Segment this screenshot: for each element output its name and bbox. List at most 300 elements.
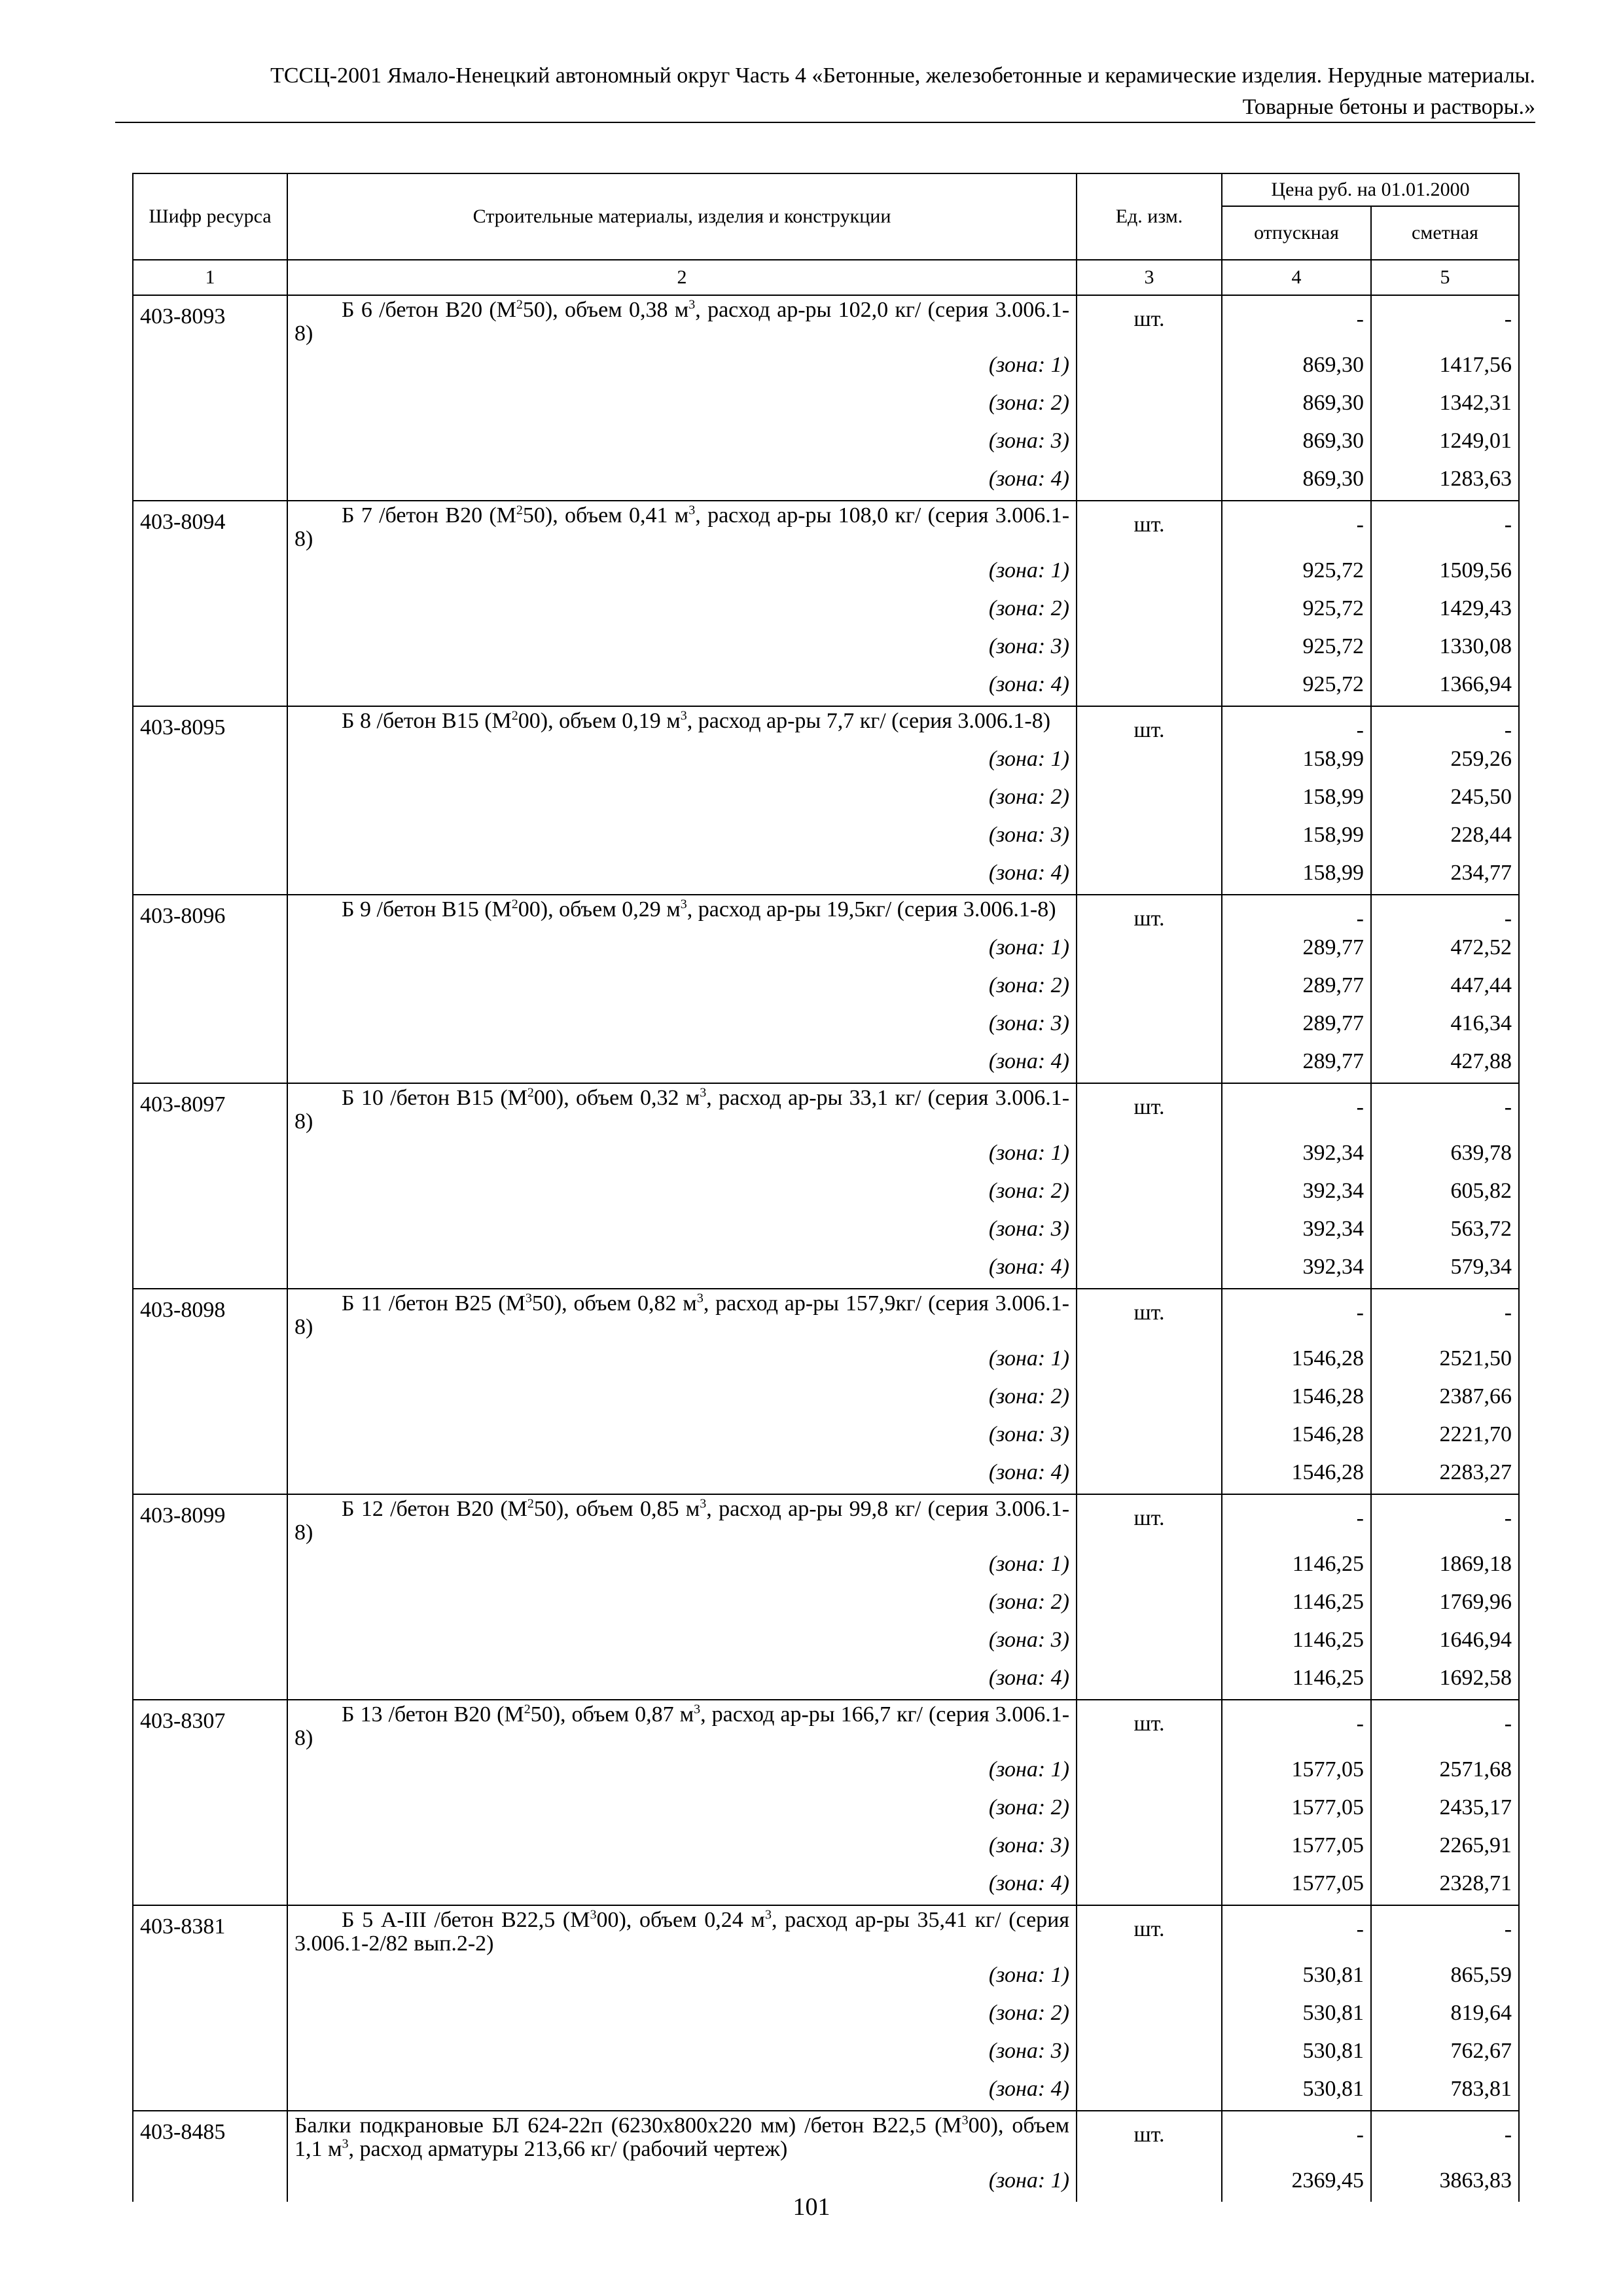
table-row — [133, 1494, 1519, 1547]
zone-row — [133, 931, 1519, 969]
zone-row — [133, 1791, 1519, 1829]
table-row — [133, 895, 1519, 931]
zone-unit-empty — [1077, 969, 1222, 1007]
zone-label: (зона: 1) — [287, 742, 1077, 780]
zone-release-price: 289,77 — [1222, 969, 1371, 1007]
zone-label: (зона: 4) — [287, 1045, 1077, 1083]
table-row — [133, 295, 1519, 348]
zone-row — [133, 818, 1519, 856]
desc-superscript: 2 — [527, 1496, 534, 1511]
unit-cell: шт. — [1077, 895, 1222, 931]
zone-release-price: 289,77 — [1222, 1007, 1371, 1045]
zone-row — [133, 1753, 1519, 1791]
zone-row — [133, 1212, 1519, 1250]
resource-code: 403-8095 — [133, 706, 287, 895]
desc-text: 50), объем 0,38 м — [522, 298, 689, 322]
zone-estimate-price: 1869,18 — [1371, 1547, 1519, 1585]
zone-estimate-price: 2283,27 — [1371, 1456, 1519, 1494]
unit-cell: шт. — [1077, 706, 1222, 742]
zone-unit-empty — [1077, 856, 1222, 895]
zone-row — [133, 386, 1519, 424]
unit-cell: шт. — [1077, 1494, 1222, 1547]
zone-row — [133, 1456, 1519, 1494]
item-description — [287, 1905, 1077, 1958]
zone-release-price: 869,30 — [1222, 424, 1371, 462]
desc-superscript: 2 — [511, 708, 518, 723]
desc-text: Б 8 /бетон В15 (М — [342, 709, 512, 733]
zone-unit-empty — [1077, 931, 1222, 969]
zone-label: (зона: 4) — [287, 1661, 1077, 1700]
zone-estimate-price: 2387,66 — [1371, 1380, 1519, 1418]
zone-estimate-price: 3863,83 — [1371, 2164, 1519, 2202]
zone-unit-empty — [1077, 1136, 1222, 1174]
zone-label: (зона: 1) — [287, 1753, 1077, 1791]
desc-superscript: 3 — [525, 1291, 532, 1306]
col-header-code: Шифр ресурса — [133, 173, 287, 260]
zone-release-price: 925,72 — [1222, 554, 1371, 592]
item-description — [287, 1700, 1077, 1753]
zone-unit-empty — [1077, 1418, 1222, 1456]
zone-estimate-price: 1366,94 — [1371, 668, 1519, 706]
zone-unit-empty — [1077, 1996, 1222, 2034]
zone-release-price: 530,81 — [1222, 2034, 1371, 2072]
zone-release-price: 1577,05 — [1222, 1829, 1371, 1867]
desc-superscript: 3 — [680, 708, 687, 723]
zone-estimate-price: 563,72 — [1371, 1212, 1519, 1250]
col-number-2: 2 — [287, 260, 1077, 295]
zone-unit-empty — [1077, 2034, 1222, 2072]
resource-code: 403-8094 — [133, 501, 287, 706]
zone-label: (зона: 2) — [287, 1585, 1077, 1623]
zone-release-price: 392,34 — [1222, 1250, 1371, 1289]
zone-row — [133, 1045, 1519, 1083]
zone-unit-empty — [1077, 1007, 1222, 1045]
zone-row — [133, 348, 1519, 386]
zone-release-price: 530,81 — [1222, 1996, 1371, 2034]
zone-unit-empty — [1077, 1547, 1222, 1585]
col-header-release: отпускная — [1222, 206, 1371, 260]
zone-row — [133, 969, 1519, 1007]
desc-superscript: 3 — [342, 2136, 349, 2151]
zone-row — [133, 1250, 1519, 1289]
zone-estimate-price: 416,34 — [1371, 1007, 1519, 1045]
header-line-1: ТССЦ-2001 Ямало-Ненецкий автономный округ Часть 4 «Бетонные, железобетонные и керамические изделия. Нерудные материалы. — [270, 63, 1535, 88]
zone-estimate-price: 579,34 — [1371, 1250, 1519, 1289]
zone-unit-empty — [1077, 1380, 1222, 1418]
zone-estimate-price: 2571,68 — [1371, 1753, 1519, 1791]
estimate-price: - — [1371, 501, 1519, 554]
zone-estimate-price: 245,50 — [1371, 780, 1519, 818]
zone-estimate-price: 2435,17 — [1371, 1791, 1519, 1829]
zone-label: (зона: 4) — [287, 856, 1077, 895]
zone-row — [133, 554, 1519, 592]
zone-label: (зона: 2) — [287, 1174, 1077, 1212]
zone-row — [133, 592, 1519, 630]
zone-release-price: 2369,45 — [1222, 2164, 1371, 2202]
zone-release-price: 392,34 — [1222, 1136, 1371, 1174]
table-body — [133, 295, 1519, 2202]
zone-unit-empty — [1077, 1174, 1222, 1212]
col-header-unit: Ед. изм. — [1077, 173, 1222, 260]
zone-estimate-price: 1646,94 — [1371, 1623, 1519, 1661]
item-description — [287, 501, 1077, 554]
resource-code: 403-8093 — [133, 295, 287, 501]
zone-label: (зона: 2) — [287, 1380, 1077, 1418]
zone-release-price: 530,81 — [1222, 1958, 1371, 1996]
desc-superscript: 3 — [680, 897, 687, 912]
zone-release-price: 158,99 — [1222, 818, 1371, 856]
desc-superscript: 2 — [511, 897, 518, 912]
desc-superscript: 3 — [700, 1085, 707, 1100]
resource-code: 403-8485 — [133, 2111, 287, 2202]
release-price: - — [1222, 1700, 1371, 1753]
desc-text: , расход арматуры 213,66 кг/ (рабочий чертеж) — [348, 2137, 788, 2161]
zone-unit-empty — [1077, 1958, 1222, 1996]
zone-unit-empty — [1077, 1342, 1222, 1380]
table-head — [133, 173, 1519, 295]
zone-unit-empty — [1077, 1585, 1222, 1623]
desc-text: , расход ар-ры 166,7 кг/ (серия 3.006.1-8) — [294, 1702, 1070, 1750]
table-row — [133, 1289, 1519, 1342]
unit-cell: шт. — [1077, 1083, 1222, 1136]
zone-release-price: 1146,25 — [1222, 1585, 1371, 1623]
zone-estimate-price: 1283,63 — [1371, 462, 1519, 501]
zone-estimate-price: 2521,50 — [1371, 1342, 1519, 1380]
table-row — [133, 1700, 1519, 1753]
item-description — [287, 895, 1077, 931]
zone-unit-empty — [1077, 1829, 1222, 1867]
zone-row — [133, 780, 1519, 818]
zone-estimate-price: 447,44 — [1371, 969, 1519, 1007]
zone-row — [133, 630, 1519, 668]
zone-row — [133, 1996, 1519, 2034]
zone-row — [133, 1380, 1519, 1418]
resource-code: 403-8096 — [133, 895, 287, 1083]
zone-unit-empty — [1077, 1212, 1222, 1250]
zone-label: (зона: 3) — [287, 1007, 1077, 1045]
item-description — [287, 1083, 1077, 1136]
zone-label: (зона: 3) — [287, 1212, 1077, 1250]
zone-estimate-price: 1342,31 — [1371, 386, 1519, 424]
zone-row — [133, 1136, 1519, 1174]
zone-row — [133, 2034, 1519, 2072]
zone-unit-empty — [1077, 742, 1222, 780]
estimate-price: - — [1371, 1700, 1519, 1753]
desc-text: Б 10 /бетон В15 (М — [342, 1086, 527, 1110]
zone-row — [133, 1867, 1519, 1905]
zone-row — [133, 1661, 1519, 1700]
desc-text: 00), объем 0,24 м — [596, 1908, 765, 1932]
zone-estimate-price: 1330,08 — [1371, 630, 1519, 668]
zone-row — [133, 742, 1519, 780]
resource-code: 403-8307 — [133, 1700, 287, 1905]
header-line-2: Товарные бетоны и растворы.» — [1242, 95, 1535, 119]
resource-code: 403-8099 — [133, 1494, 287, 1700]
unit-cell: шт. — [1077, 295, 1222, 348]
page-number: 101 — [793, 2193, 830, 2221]
unit-cell: шт. — [1077, 501, 1222, 554]
zone-unit-empty — [1077, 1791, 1222, 1829]
zone-estimate-price: 1249,01 — [1371, 424, 1519, 462]
zone-release-price: 158,99 — [1222, 856, 1371, 895]
zone-release-price: 158,99 — [1222, 742, 1371, 780]
desc-text: , расход ар-ры 7,7 кг/ (серия 3.006.1-8) — [687, 709, 1051, 733]
zone-label: (зона: 4) — [287, 1456, 1077, 1494]
zone-row — [133, 424, 1519, 462]
zone-estimate-price: 2221,70 — [1371, 1418, 1519, 1456]
zone-estimate-price: 639,78 — [1371, 1136, 1519, 1174]
zone-unit-empty — [1077, 1623, 1222, 1661]
zone-unit-empty — [1077, 592, 1222, 630]
col-header-desc: Строительные материалы, изделия и конструкции — [287, 173, 1077, 260]
zone-estimate-price: 1417,56 — [1371, 348, 1519, 386]
release-price: - — [1222, 2111, 1371, 2164]
zone-unit-empty — [1077, 1753, 1222, 1791]
zone-estimate-price: 865,59 — [1371, 1958, 1519, 1996]
desc-text: , расход ар-ры 33,1 кг/ (серия 3.006.1-8) — [294, 1086, 1070, 1134]
desc-text: Б 5 А-III /бетон В22,5 (М — [342, 1908, 590, 1932]
zone-unit-empty — [1077, 668, 1222, 706]
zone-label: (зона: 2) — [287, 592, 1077, 630]
zone-release-price: 869,30 — [1222, 386, 1371, 424]
zone-label: (зона: 2) — [287, 969, 1077, 1007]
desc-superscript: 2 — [516, 503, 523, 518]
estimate-price: - — [1371, 706, 1519, 742]
zone-release-price: 1546,28 — [1222, 1456, 1371, 1494]
zone-release-price: 1146,25 — [1222, 1547, 1371, 1585]
zone-release-price: 1546,28 — [1222, 1342, 1371, 1380]
zone-unit-empty — [1077, 780, 1222, 818]
item-description — [287, 706, 1077, 742]
zone-unit-empty — [1077, 348, 1222, 386]
zone-estimate-price: 259,26 — [1371, 742, 1519, 780]
desc-superscript: 3 — [688, 297, 696, 312]
desc-text: , расход ар-ры 35,41 кг/ (серия 3.006.1-2/82 вып.2-2) — [294, 1908, 1069, 1956]
desc-text: , расход ар-ры 108,0 кг/ (серия 3.006.1-8) — [294, 503, 1070, 551]
zone-unit-empty — [1077, 818, 1222, 856]
zone-release-price: 1577,05 — [1222, 1791, 1371, 1829]
resource-code: 403-8097 — [133, 1083, 287, 1289]
zone-unit-empty — [1077, 1661, 1222, 1700]
estimate-price: - — [1371, 1905, 1519, 1958]
estimate-price: - — [1371, 2111, 1519, 2164]
zone-row — [133, 856, 1519, 895]
desc-text: 00), объем 0,32 м — [533, 1086, 700, 1110]
zone-release-price: 392,34 — [1222, 1174, 1371, 1212]
resource-code: 403-8381 — [133, 1905, 287, 2111]
zone-release-price: 392,34 — [1222, 1212, 1371, 1250]
release-price: - — [1222, 501, 1371, 554]
unit-cell: шт. — [1077, 1289, 1222, 1342]
desc-superscript: 3 — [694, 1702, 701, 1717]
zone-release-price: 1546,28 — [1222, 1418, 1371, 1456]
release-price: - — [1222, 1289, 1371, 1342]
zone-label: (зона: 1) — [287, 1136, 1077, 1174]
estimate-price: - — [1371, 1494, 1519, 1547]
zone-release-price: 1146,25 — [1222, 1623, 1371, 1661]
col-number-5: 5 — [1371, 260, 1519, 295]
desc-text: 00), объем 0,29 м — [518, 897, 681, 922]
zone-row — [133, 1174, 1519, 1212]
desc-text: 00), объем 0,19 м — [518, 709, 681, 733]
table-row — [133, 501, 1519, 554]
zone-label: (зона: 1) — [287, 1547, 1077, 1585]
zone-label: (зона: 3) — [287, 818, 1077, 856]
release-price: - — [1222, 1083, 1371, 1136]
zone-release-price: 158,99 — [1222, 780, 1371, 818]
zone-release-price: 1577,05 — [1222, 1867, 1371, 1905]
zone-unit-empty — [1077, 1250, 1222, 1289]
zone-label: (зона: 3) — [287, 630, 1077, 668]
desc-text: , расход ар-ры 19,5кг/ (серия 3.006.1-8) — [687, 897, 1056, 922]
zone-estimate-price: 605,82 — [1371, 1174, 1519, 1212]
zone-label: (зона: 1) — [287, 554, 1077, 592]
release-price: - — [1222, 295, 1371, 348]
zone-release-price: 289,77 — [1222, 931, 1371, 969]
desc-text: , расход ар-ры 102,0 кг/ (серия 3.006.1-8) — [294, 298, 1070, 346]
zone-label: (зона: 3) — [287, 424, 1077, 462]
zone-label: (зона: 2) — [287, 386, 1077, 424]
zone-row — [133, 668, 1519, 706]
desc-text: Б 6 /бетон В20 (М — [342, 298, 516, 322]
zone-unit-empty — [1077, 1045, 1222, 1083]
zone-label: (зона: 3) — [287, 1623, 1077, 1661]
release-price: - — [1222, 706, 1371, 742]
zone-label: (зона: 2) — [287, 1996, 1077, 2034]
desc-text: 50), объем 0,87 м — [530, 1702, 694, 1727]
col-number-1: 1 — [133, 260, 287, 295]
zone-row — [133, 2072, 1519, 2111]
zone-unit-empty — [1077, 1867, 1222, 1905]
zone-release-price: 530,81 — [1222, 2072, 1371, 2111]
zone-release-price: 1146,25 — [1222, 1661, 1371, 1700]
zone-label: (зона: 4) — [287, 2072, 1077, 2111]
resource-code: 403-8098 — [133, 1289, 287, 1494]
item-description — [287, 2111, 1077, 2164]
item-description — [287, 1289, 1077, 1342]
desc-superscript: 3 — [764, 1907, 772, 1922]
zone-estimate-price: 1429,43 — [1371, 592, 1519, 630]
desc-text: Б 13 /бетон В20 (М — [342, 1702, 524, 1727]
zone-label: (зона: 2) — [287, 780, 1077, 818]
zone-unit-empty — [1077, 2072, 1222, 2111]
desc-superscript: 3 — [700, 1496, 707, 1511]
zone-estimate-price: 783,81 — [1371, 2072, 1519, 2111]
release-price: - — [1222, 1905, 1371, 1958]
zone-label: (зона: 1) — [287, 1342, 1077, 1380]
desc-text: 50), объем 0,82 м — [531, 1291, 697, 1316]
unit-cell: шт. — [1077, 2111, 1222, 2164]
zone-label: (зона: 3) — [287, 1418, 1077, 1456]
zone-estimate-price: 234,77 — [1371, 856, 1519, 895]
item-description — [287, 1494, 1077, 1547]
zone-label: (зона: 3) — [287, 2034, 1077, 2072]
zone-estimate-price: 762,67 — [1371, 2034, 1519, 2072]
unit-cell: шт. — [1077, 1905, 1222, 1958]
zone-label: (зона: 3) — [287, 1829, 1077, 1867]
desc-superscript: 2 — [516, 297, 523, 312]
zone-release-price: 869,30 — [1222, 348, 1371, 386]
zone-release-price: 869,30 — [1222, 462, 1371, 501]
release-price: - — [1222, 1494, 1371, 1547]
zone-label: (зона: 1) — [287, 931, 1077, 969]
estimate-price: - — [1371, 295, 1519, 348]
desc-superscript: 3 — [961, 2113, 969, 2128]
desc-text: Б 9 /бетон В15 (М — [342, 897, 512, 922]
table-row — [133, 1905, 1519, 1958]
zone-release-price: 925,72 — [1222, 592, 1371, 630]
zone-row — [133, 1585, 1519, 1623]
price-table — [132, 173, 1520, 2202]
zone-row — [133, 1342, 1519, 1380]
zone-estimate-price: 2328,71 — [1371, 1867, 1519, 1905]
zone-row — [133, 1958, 1519, 1996]
desc-superscript: 3 — [696, 1291, 704, 1306]
desc-text: 50), объем 0,41 м — [522, 503, 689, 528]
zone-estimate-price: 819,64 — [1371, 1996, 1519, 2034]
zone-row — [133, 1418, 1519, 1456]
zone-release-price: 1577,05 — [1222, 1753, 1371, 1791]
estimate-price: - — [1371, 895, 1519, 931]
desc-text: Б 12 /бетон В20 (М — [342, 1497, 527, 1521]
zone-release-price: 289,77 — [1222, 1045, 1371, 1083]
zone-release-price: 925,72 — [1222, 630, 1371, 668]
zone-label: (зона: 1) — [287, 348, 1077, 386]
desc-superscript: 2 — [527, 1085, 534, 1100]
zone-label: (зона: 4) — [287, 462, 1077, 501]
table-row — [133, 2111, 1519, 2164]
unit-cell: шт. — [1077, 1700, 1222, 1753]
desc-text: Балки подкрановые БЛ 624-22п (6230х800х220 мм) /бетон В22,5 (М — [294, 2113, 962, 2138]
desc-superscript: 3 — [590, 1907, 597, 1922]
zone-release-price: 1546,28 — [1222, 1380, 1371, 1418]
col-header-price: Цена руб. на 01.01.2000 — [1222, 173, 1519, 206]
zone-label: (зона: 4) — [287, 1867, 1077, 1905]
zone-row — [133, 1007, 1519, 1045]
zone-release-price: 925,72 — [1222, 668, 1371, 706]
zone-label: (зона: 1) — [287, 1958, 1077, 1996]
desc-text: Б 7 /бетон В20 (М — [342, 503, 516, 528]
zone-estimate-price: 228,44 — [1371, 818, 1519, 856]
zone-estimate-price: 472,52 — [1371, 931, 1519, 969]
zone-label: (зона: 4) — [287, 1250, 1077, 1289]
estimate-price: - — [1371, 1289, 1519, 1342]
zone-row — [133, 1829, 1519, 1867]
desc-text: Б 11 /бетон В25 (М — [342, 1291, 526, 1316]
item-description — [287, 295, 1077, 348]
zone-unit-empty — [1077, 424, 1222, 462]
zone-label: (зона: 4) — [287, 668, 1077, 706]
desc-text: , расход ар-ры 99,8 кг/ (серия 3.006.1-8) — [294, 1497, 1070, 1545]
zone-unit-empty — [1077, 554, 1222, 592]
desc-superscript: 2 — [524, 1702, 531, 1717]
zone-row — [133, 1623, 1519, 1661]
zone-row — [133, 1547, 1519, 1585]
zone-estimate-price: 1692,58 — [1371, 1661, 1519, 1700]
zone-row — [133, 462, 1519, 501]
estimate-price: - — [1371, 1083, 1519, 1136]
zone-unit-empty — [1077, 1456, 1222, 1494]
zone-estimate-price: 1769,96 — [1371, 1585, 1519, 1623]
zone-estimate-price: 1509,56 — [1371, 554, 1519, 592]
desc-text: , расход ар-ры 157,9кг/ (серия 3.006.1-8) — [294, 1291, 1069, 1339]
desc-text: 00), объем 1,1 м — [294, 2113, 1069, 2161]
zone-unit-empty — [1077, 386, 1222, 424]
desc-text: 50), объем 0,85 м — [533, 1497, 700, 1521]
header-rule — [115, 122, 1535, 123]
release-price: - — [1222, 895, 1371, 931]
zone-estimate-price: 2265,91 — [1371, 1829, 1519, 1867]
